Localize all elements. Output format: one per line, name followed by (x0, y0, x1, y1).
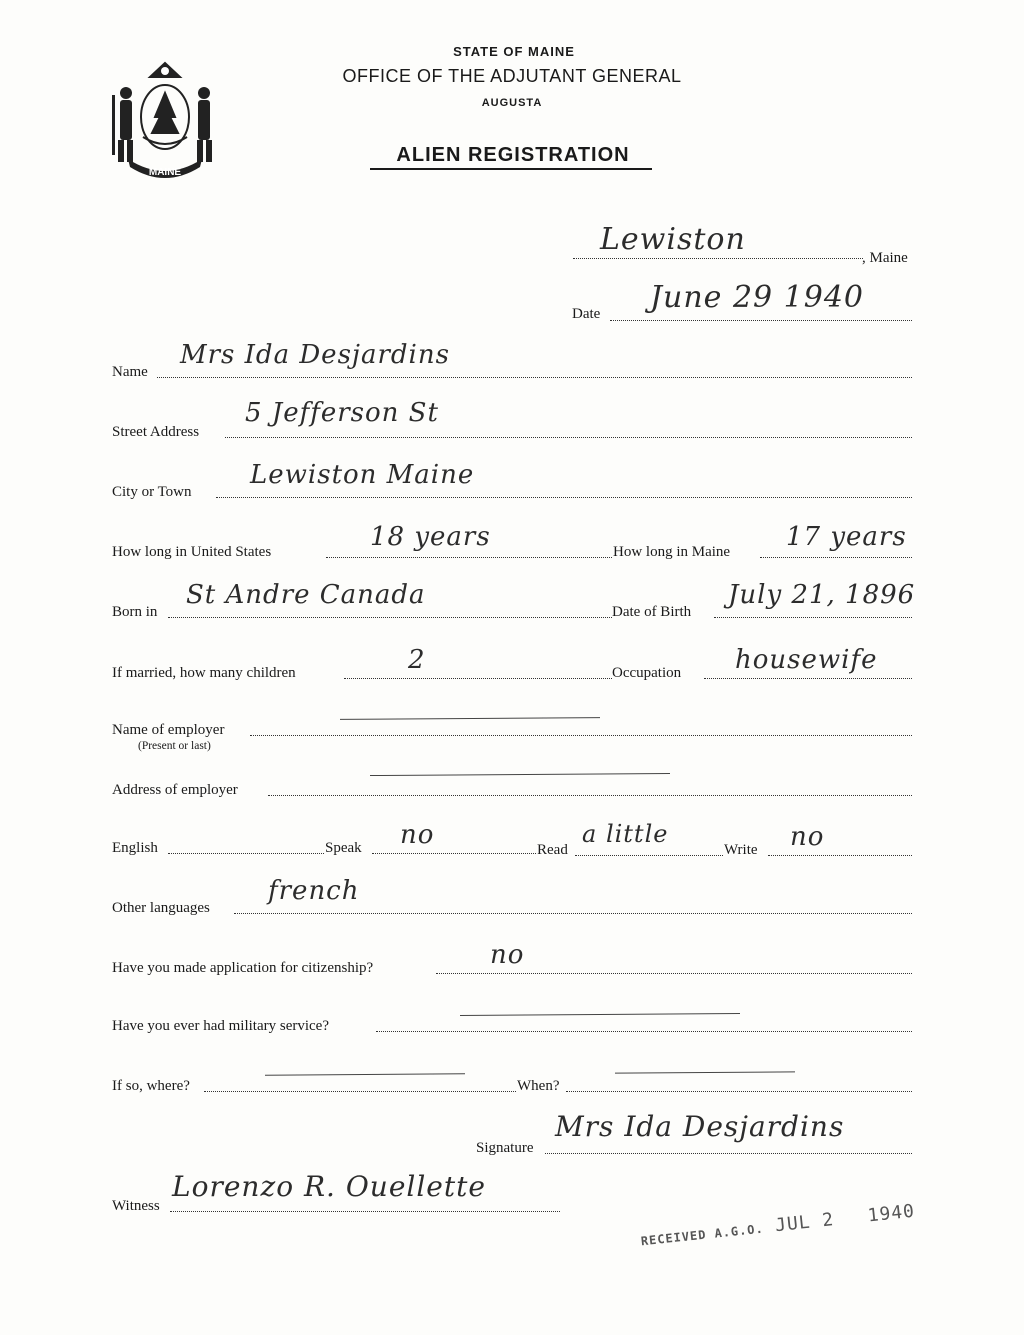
header-office: OFFICE OF THE ADJUTANT GENERAL (342, 66, 682, 86)
children-line (344, 678, 612, 679)
signature-value: Mrs Ida Desjardins (555, 1110, 845, 1143)
employer-address-line (268, 795, 912, 796)
other-languages-label: Other languages (112, 900, 210, 916)
military-dash (460, 1013, 740, 1016)
how-long-us-line (326, 557, 612, 558)
children-value: 2 (408, 645, 426, 675)
when-label: When? (517, 1078, 560, 1094)
born-in-label: Born in (112, 604, 158, 620)
title-underline (370, 168, 652, 170)
if-so-where-dash (265, 1073, 465, 1075)
date-of-birth-value: July 21, 1896 (728, 580, 916, 610)
other-languages-value: french (268, 876, 360, 906)
place-line (573, 258, 863, 259)
write-label: Write (724, 842, 758, 858)
date-of-birth-label: Date of Birth (612, 604, 692, 620)
svg-text:MAINE: MAINE (148, 167, 182, 178)
born-in-line (168, 617, 612, 618)
employer-name-dash (340, 717, 600, 720)
how-long-us-value: 18 years (370, 522, 491, 552)
citizenship-line (436, 973, 912, 974)
stamp-date: JUL 2 (774, 1209, 836, 1237)
maine-label: , Maine (862, 250, 908, 266)
street-address-line (225, 437, 912, 438)
employer-name-label: Name of employer (112, 722, 225, 738)
received-stamp (640, 1201, 916, 1251)
name-value: Mrs Ida Desjardins (180, 340, 450, 370)
employer-address-dash (370, 773, 670, 776)
english-line (168, 853, 324, 854)
date-value: June 29 1940 (650, 280, 865, 315)
occupation-value: housewife (735, 645, 878, 675)
occupation-line (704, 678, 912, 679)
city-value: Lewiston Maine (250, 460, 475, 490)
header-city: AUGUSTA (481, 97, 543, 109)
employer-note: (Present or last) (138, 740, 211, 752)
how-long-us-label: How long in United States (112, 544, 272, 560)
how-long-maine-line (760, 557, 912, 558)
born-in-value: St Andre Canada (186, 580, 426, 610)
form-title: ALIEN REGISTRATION (396, 144, 630, 166)
name-label: Name (112, 364, 148, 380)
military-line (376, 1031, 912, 1032)
speak-label: Speak (325, 840, 362, 856)
signature-label: Signature (476, 1140, 534, 1156)
if-so-where-line (204, 1091, 516, 1092)
read-line (575, 855, 723, 856)
signature-line (545, 1153, 912, 1154)
employer-address-label: Address of employer (112, 782, 238, 798)
citizenship-value: no (490, 940, 525, 970)
witness-label: Witness (112, 1198, 160, 1214)
english-label: English (112, 840, 158, 856)
other-languages-line (234, 913, 912, 914)
header-state: STATE OF MAINE (453, 44, 575, 59)
speak-value: no (400, 820, 435, 850)
read-label: Read (537, 842, 568, 858)
city-label: City or Town (112, 484, 192, 500)
name-line (157, 377, 912, 378)
citizenship-label: Have you made application for citizenship? (112, 960, 374, 976)
stamp-received: RECEIVED A.G.O. (640, 1221, 765, 1249)
write-value: no (790, 822, 825, 852)
stamp-year: 1940 (866, 1200, 916, 1227)
date-of-birth-line (714, 617, 912, 618)
if-so-where-label: If so, where? (112, 1078, 190, 1094)
witness-line (170, 1211, 560, 1212)
place-value: Lewiston (600, 222, 746, 257)
military-label: Have you ever had military service? (112, 1018, 329, 1034)
street-address-label: Street Address (112, 424, 200, 440)
employer-name-line (250, 735, 912, 736)
when-dash (615, 1071, 795, 1073)
date-line (610, 320, 912, 321)
write-line (768, 855, 912, 856)
witness-value: Lorenzo R. Ouellette (172, 1170, 486, 1203)
occupation-label: Occupation (612, 665, 682, 681)
how-long-maine-label: How long in Maine (613, 544, 731, 560)
read-value: a little (582, 820, 669, 848)
city-line (216, 497, 912, 498)
how-long-maine-value: 17 years (786, 522, 907, 552)
when-line (566, 1091, 912, 1092)
speak-line (372, 853, 536, 854)
date-label: Date (572, 306, 601, 322)
street-address-value: 5 Jefferson St (245, 398, 439, 428)
children-label: If married, how many children (112, 665, 296, 681)
